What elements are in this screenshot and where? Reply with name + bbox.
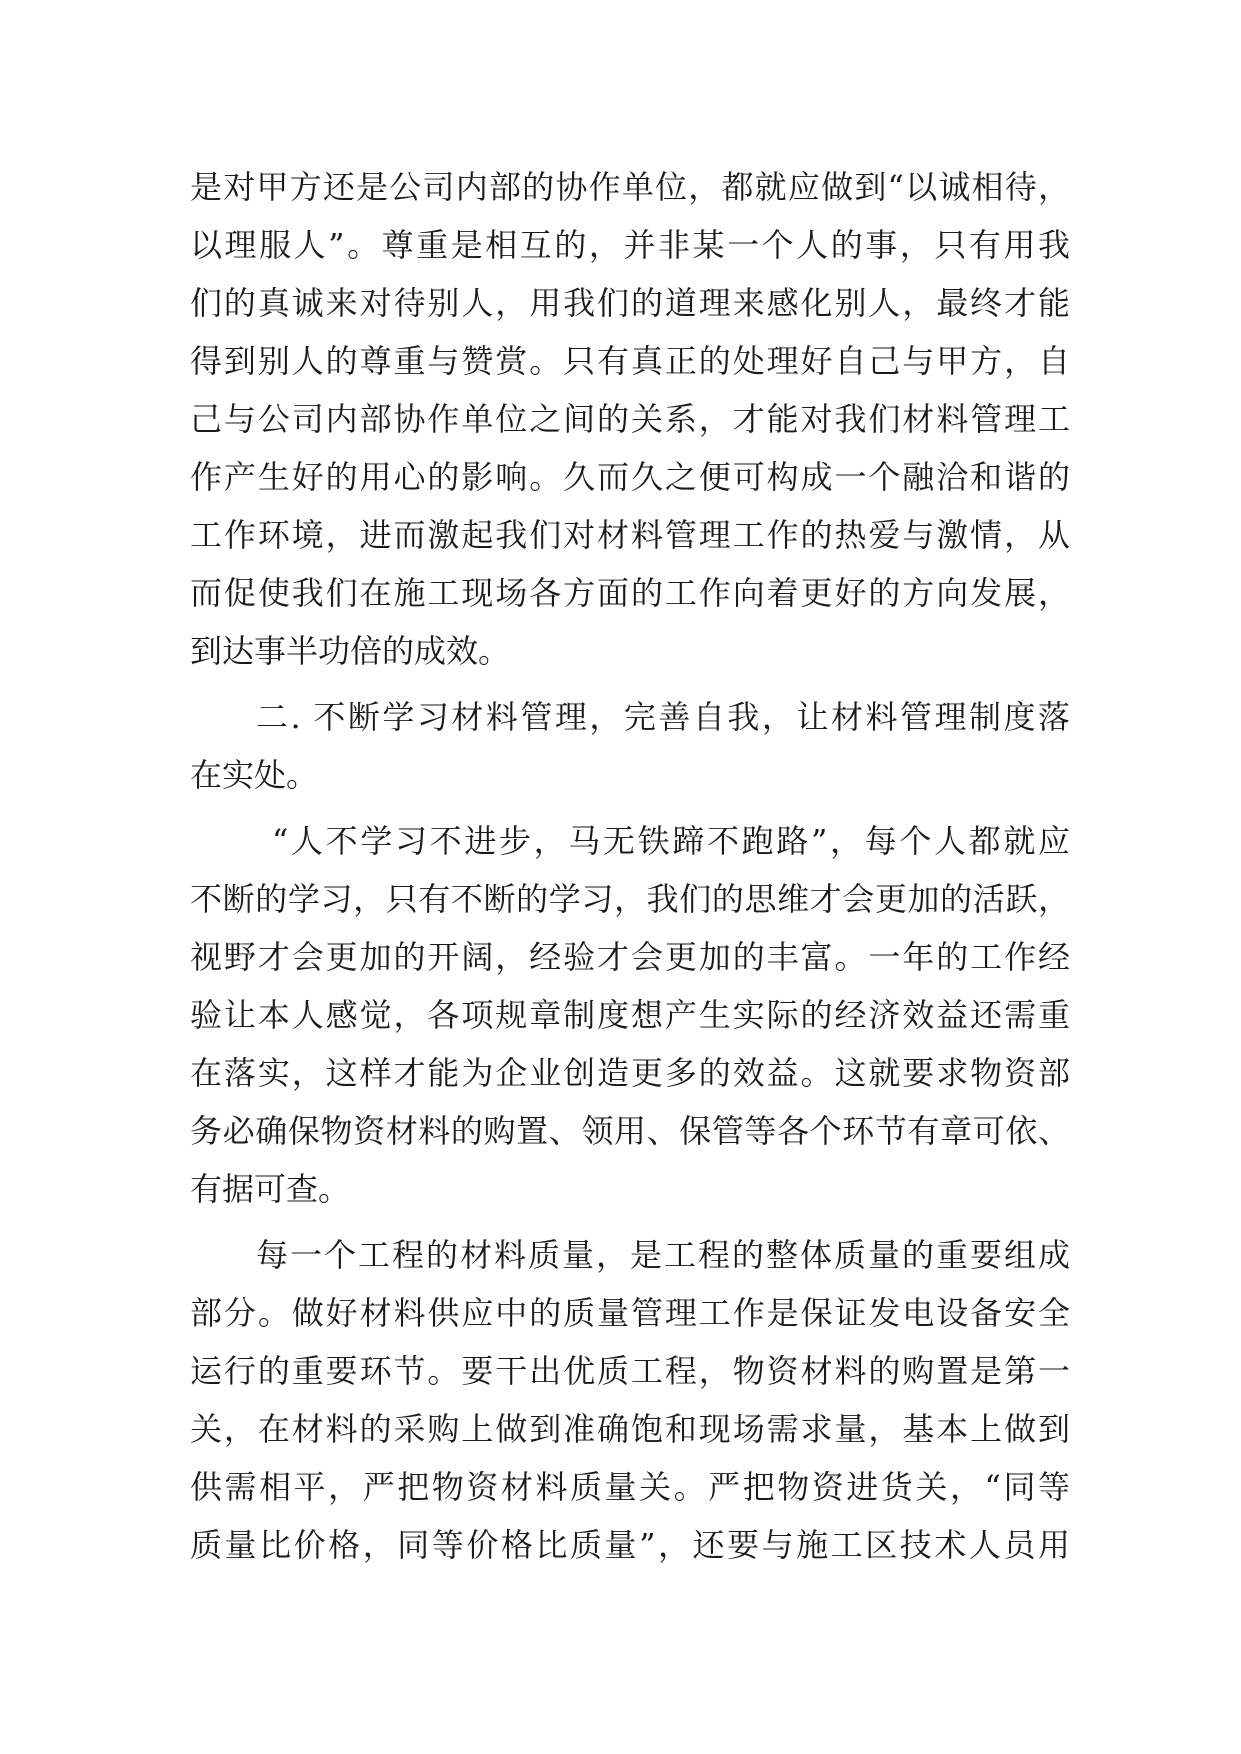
text-line: 视野才会更加的开阔，经验才会更加的丰富。一年的工作经 <box>190 938 1070 976</box>
text-line: 是对甲方还是公司内部的协作单位，都就应做到“以诚相待， <box>190 168 1070 206</box>
text-line: 关，在材料的采购上做到准确饱和现场需求量，基本上做到 <box>190 1410 1070 1448</box>
paragraph-gap <box>190 1218 1070 1226</box>
text-line: 有据可查。 <box>190 1170 351 1208</box>
text-line: 运行的重要环节。要干出优质工程，物资材料的购置是第一 <box>190 1352 1070 1390</box>
text-line: 而促使我们在施工现场各方面的工作向着更好的方向发展， <box>190 574 1070 612</box>
text-line: 不断的学习，只有不断的学习，我们的思维才会更加的活跃， <box>190 880 1070 918</box>
paragraph-gap <box>190 680 1070 688</box>
text-line: 务必确保物资材料的购置、领用、保管等各个环节有章可依、 <box>190 1112 1070 1150</box>
text-line: 得到别人的尊重与赞赏。只有真正的处理好自己与甲方，自 <box>190 342 1070 380</box>
section-heading-line: 在实处。 <box>190 756 319 794</box>
section-heading-line: 二. 不断学习材料管理，完善自我，让材料管理制度落 <box>256 698 1070 736</box>
text-line: 每一个工程的材料质量，是工程的整体质量的重要组成 <box>256 1236 1070 1274</box>
text-line: 到达事半功倍的成效。 <box>190 632 511 670</box>
text-line: 工作环境，进而激起我们对材料管理工作的热爱与激情，从 <box>190 516 1070 554</box>
text-line: 们的真诚来对待别人，用我们的道理来感化别人，最终才能 <box>190 284 1070 322</box>
paragraph-gap <box>190 804 1070 812</box>
text-line: 质量比价格，同等价格比质量”，还要与施工区技术人员用 <box>190 1526 1070 1564</box>
document-body <box>190 158 1070 1574</box>
text-line: 在落实，这样才能为企业创造更多的效益。这就要求物资部 <box>190 1054 1070 1092</box>
text-line: “人不学习不进步，马无铁蹄不跑路”，每个人都就应 <box>272 822 1070 860</box>
text-line: 作产生好的用心的影响。久而久之便可构成一个融洽和谐的 <box>190 458 1070 496</box>
text-line: 供需相平，严把物资材料质量关。严把物资进货关，“同等 <box>190 1468 1070 1506</box>
text-line: 部分。做好材料供应中的质量管理工作是保证发电设备安全 <box>190 1294 1070 1332</box>
text-line: 以理服人”。尊重是相互的，并非某一个人的事，只有用我 <box>190 226 1070 264</box>
text-line: 验让本人感觉，各项规章制度想产生实际的经济效益还需重 <box>190 996 1070 1034</box>
text-line: 己与公司内部协作单位之间的关系，才能对我们材料管理工 <box>190 400 1070 438</box>
